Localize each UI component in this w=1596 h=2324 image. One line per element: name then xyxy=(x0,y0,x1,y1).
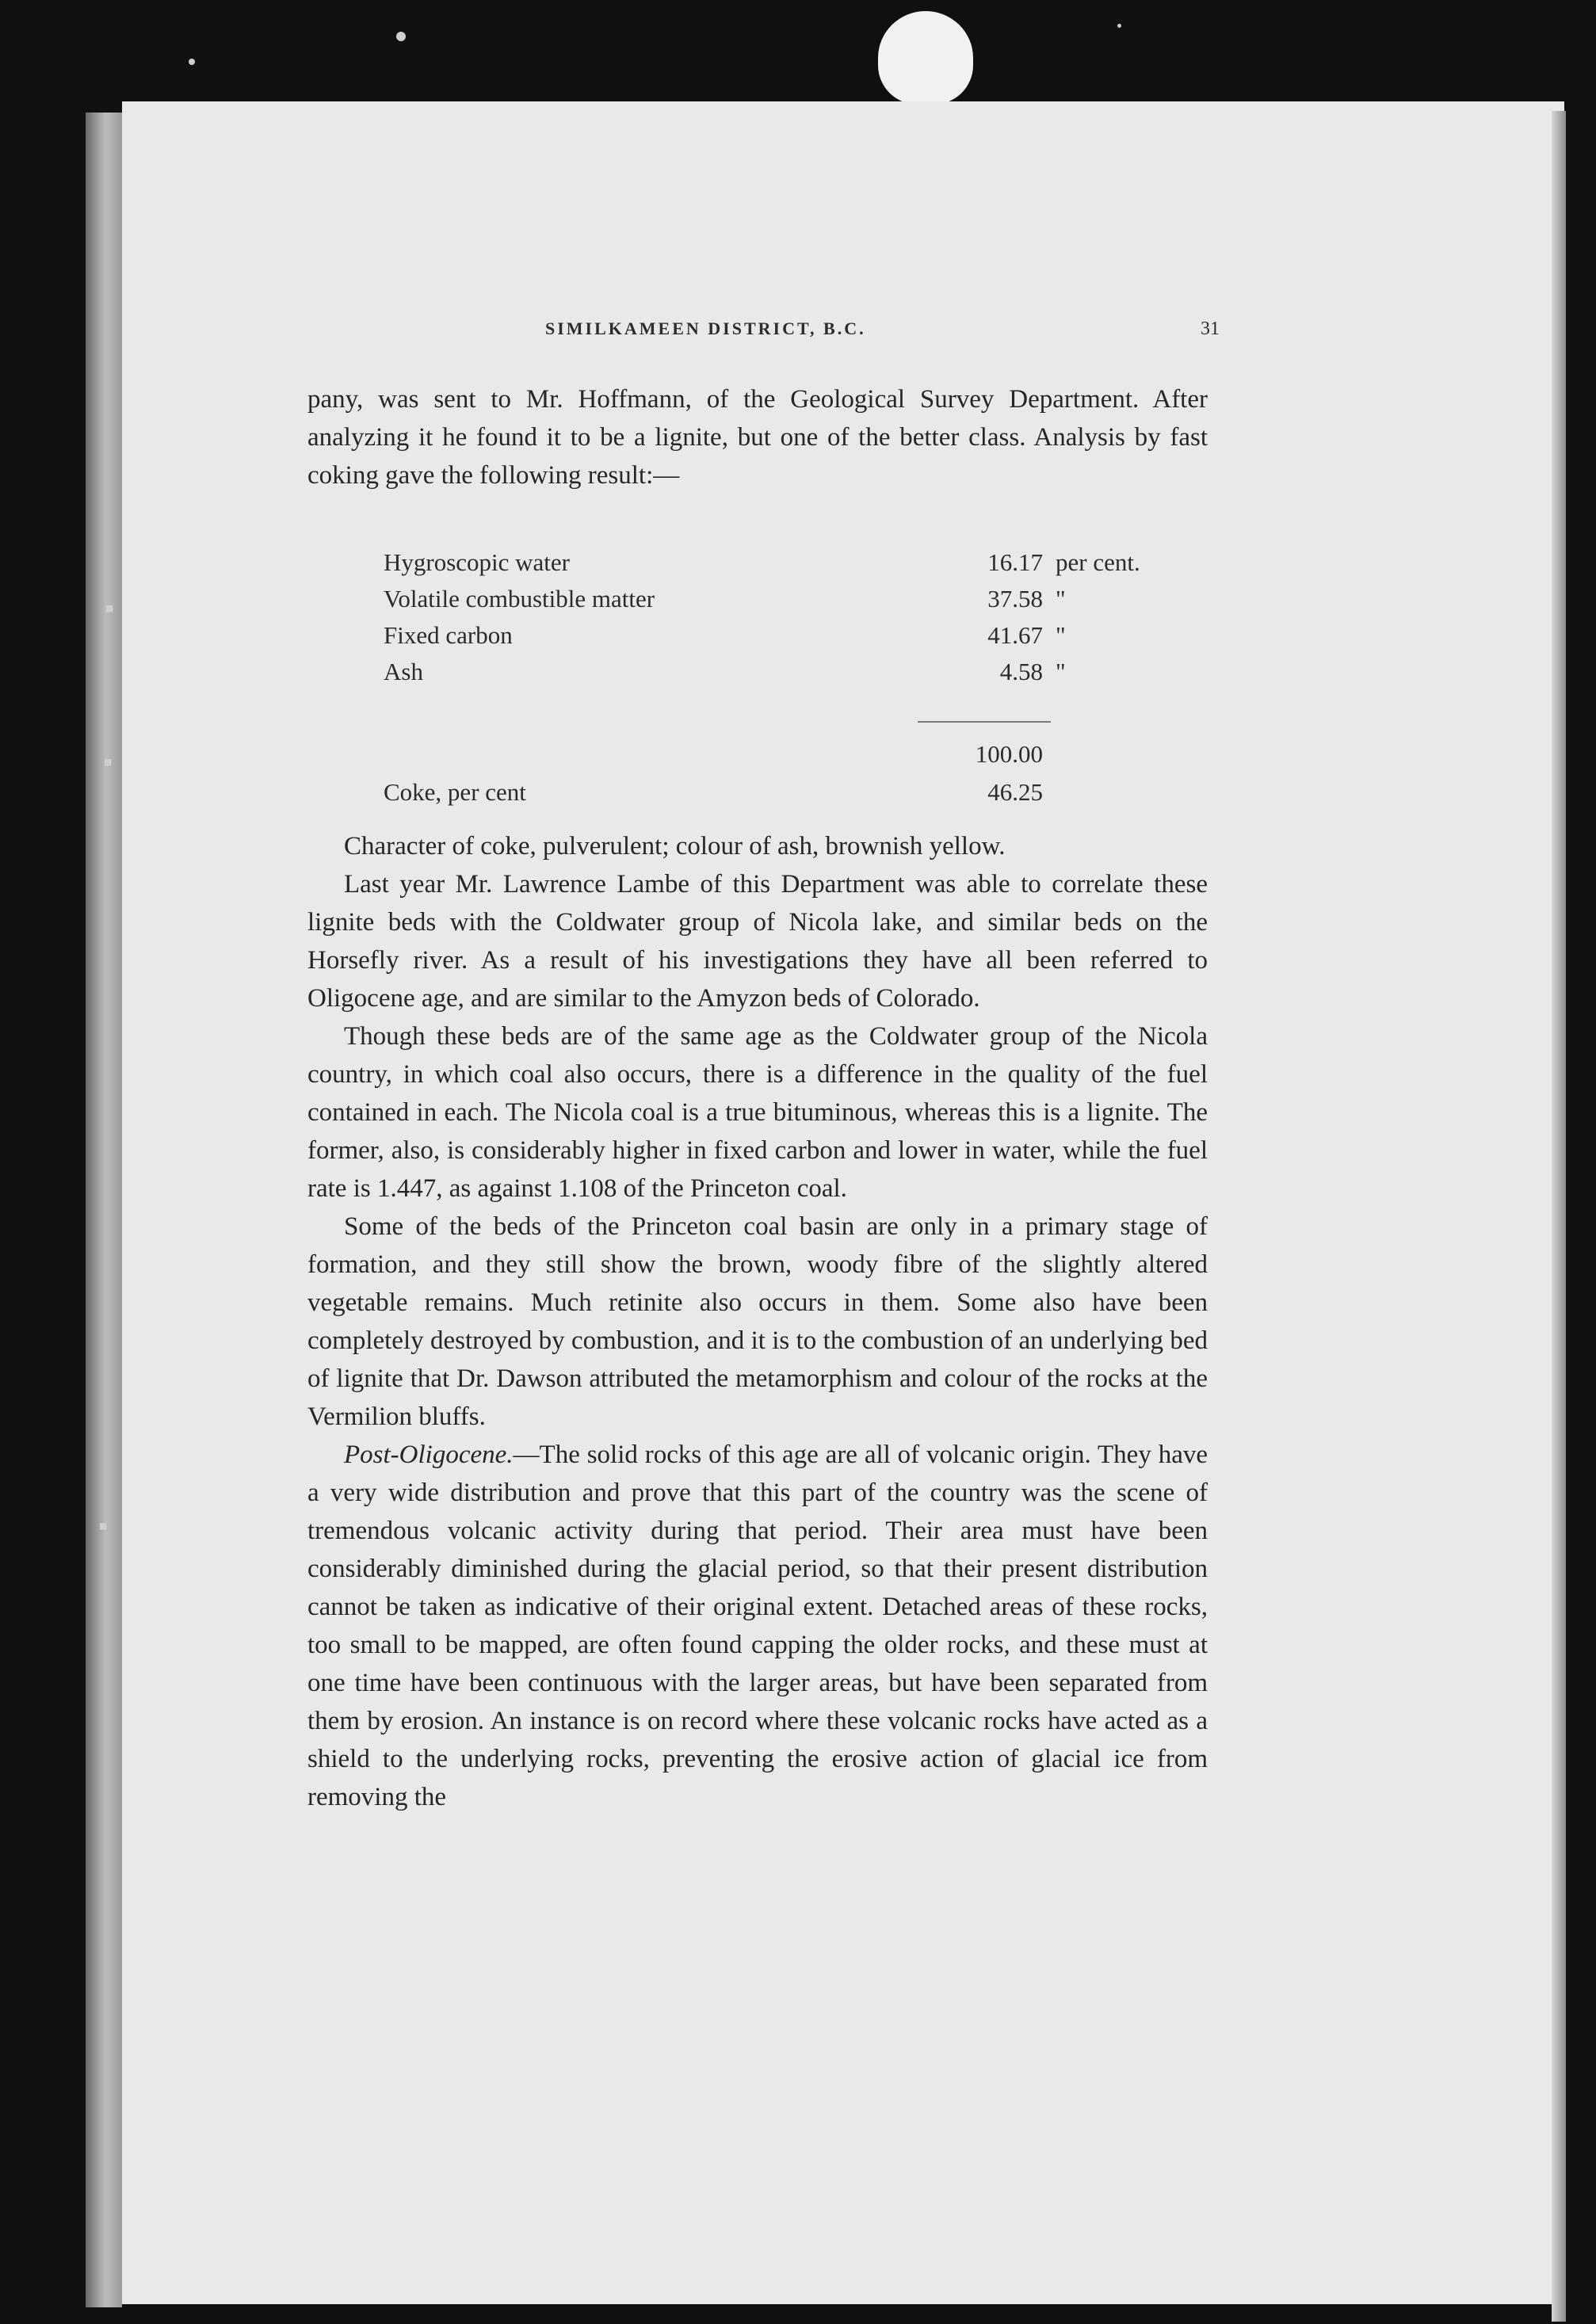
scan-artifact xyxy=(878,11,973,105)
margin-mark: ▪ xyxy=(105,594,115,624)
analysis-label: Ash xyxy=(384,658,423,685)
analysis-row xyxy=(307,585,1208,620)
section-heading: Post-Oligocene. xyxy=(344,1441,514,1469)
analysis-value: 41.67 xyxy=(987,621,1043,649)
analysis-unit: per cent. xyxy=(1056,548,1140,576)
analysis-total-row xyxy=(307,740,1208,775)
margin-mark: ▪ xyxy=(103,748,113,777)
analysis-unit: " xyxy=(1056,621,1066,649)
paragraph: pany, was sent to Mr. Hoffmann, of the Geological Survey Department. After analyzing it he found it to be a lignite, but one of the better class. Analysis by fast coking gave the following result:— xyxy=(307,385,1208,490)
paragraph: Some of the beds of the Princeton coal basin are only in a primary stage of formation, and they still show the brown, woody fibre of the slightly altered vegetable remains. Much retinite also occurs in them. Some also have been completely destroyed by combustion, and it is to the combustion of an underlying bed of lignite that Dr. Dawson attributed the metamorphism and colour of the rocks at the Vermilion bluffs. xyxy=(307,1212,1208,1431)
coke-value: 46.25 xyxy=(987,778,1043,806)
running-title: SIMILKAMEEN DISTRICT, B.C. xyxy=(545,319,866,338)
body-text-top xyxy=(307,380,1208,494)
analysis-value: 37.58 xyxy=(987,585,1043,612)
total-rule xyxy=(918,721,1051,723)
analysis-label: Volatile combustible matter xyxy=(384,585,655,612)
coke-row xyxy=(307,778,1208,813)
analysis-unit: " xyxy=(1056,658,1066,685)
analysis-total: 100.00 xyxy=(975,740,1043,768)
body-text-main xyxy=(307,827,1208,1816)
scan-speck xyxy=(1117,24,1121,28)
paragraph: Last year Mr. Lawrence Lambe of this Department was able to correlate these lignite beds with the Coldwater group of Nicola lake, and similar beds on the Horsefly river. As a result of his investigations they have all been referred to Oligocene age, and are similar to the Amyzon beds of Colorado. xyxy=(307,870,1208,1013)
analysis-row xyxy=(307,658,1208,693)
section-text: —The solid rocks of this age are all of volcanic origin. They have a very wide distribution and prove that this part of the country was the scene of tremendous volcanic activity during that period. Their area must have been considerably diminished during the glacial period, so that their present distribution cannot be taken as indicative of their original extent. Detached areas of these rocks, too small to be mapped, are often found capping the older rocks, and these must at one time have been continuous with the larger areas, but have been separated from them by erosion. An instance is on record where these volcanic rocks have acted as a shield to the underlying rocks, preventing the erosive action of glacial ice from removing the xyxy=(307,1441,1208,1811)
page-edge-shadow xyxy=(1552,111,1566,2322)
coke-label: Coke, per cent xyxy=(384,778,526,806)
analysis-label: Fixed carbon xyxy=(384,621,513,649)
paragraph xyxy=(307,1436,1208,1816)
page-number: 31 xyxy=(1201,319,1220,339)
facing-page-edge xyxy=(86,113,122,2307)
scan-speck xyxy=(396,32,406,41)
analysis-row xyxy=(307,548,1208,583)
analysis-value: 16.17 xyxy=(987,548,1043,576)
analysis-unit: " xyxy=(1056,585,1066,612)
analysis-row xyxy=(307,621,1208,656)
analysis-value: 4.58 xyxy=(999,658,1043,685)
margin-mark: ▪ xyxy=(98,1512,109,1541)
scan-speck xyxy=(189,59,195,65)
paragraph: Though these beds are of the same age as the Coldwater group of the Nicola country, in which coal also occurs, there is a difference in the quality of the fuel contained in each. The Nicola coal is a true bituminous, whereas this is a lignite. The former, also, is considerably higher in fixed carbon and lower in water, while the fuel rate is 1.447, as against 1.108 of the Princeton coal. xyxy=(307,1022,1208,1203)
paragraph: Character of coke, pulverulent; colour of ash, brownish yellow. xyxy=(344,832,1006,861)
analysis-label: Hygroscopic water xyxy=(384,548,570,576)
